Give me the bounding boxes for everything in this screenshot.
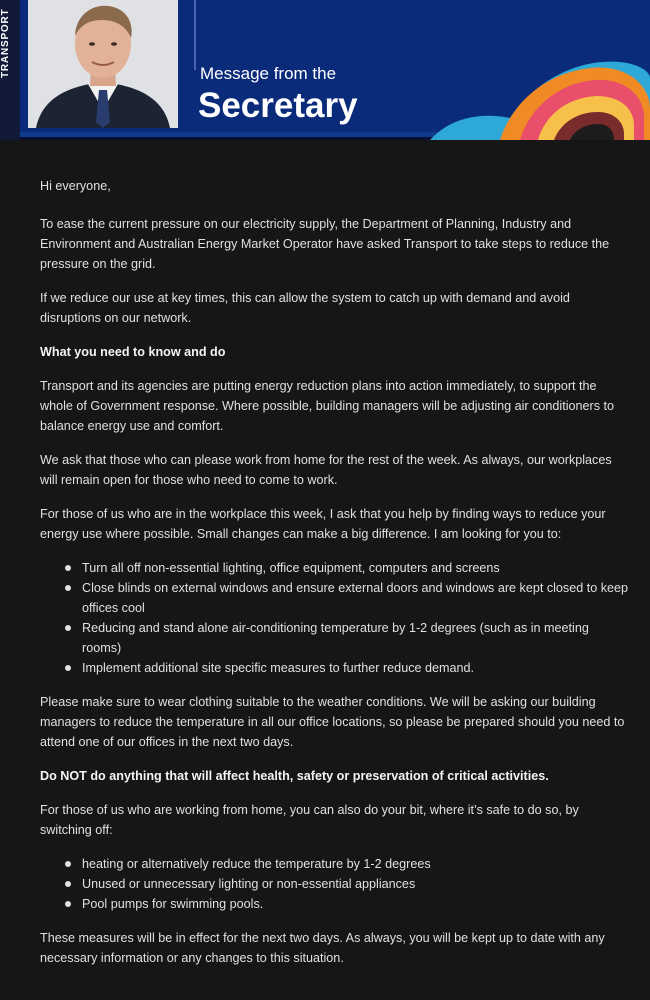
home-actions-list [40,854,630,914]
page-title: Secretary [198,86,358,125]
aboriginal-art-decoration [430,48,650,140]
list-item: Turn all off non-essential lighting, office equipment, computers and screens [82,558,630,578]
list-item: Pool pumps for swimming pools. [82,894,630,914]
workplace-paragraph: For those of us who are in the workplace this week, I ask that you help by finding ways to reduce your energy use where possible. Small changes can make a big difference. I am looking for you to: [40,507,606,541]
workplace-actions-list [40,558,630,678]
greeting: Hi everyone, [40,179,111,193]
work-from-home-paragraph: We ask that those who can please work from home for the rest of the week. As always, our workplaces will remain open for those who need to come to work. [40,453,612,487]
message-body [40,176,630,982]
portrait-illustration [28,0,178,128]
energy-plans-paragraph: Transport and its agencies are putting energy reduction plans into action immediately, to support the whole of Government response. Where possible, building managers will be adjusting air conditioners to balance energy use and comfort. [40,379,615,433]
closing-paragraph: These measures will be in effect for the next two days. As always, you will be kept up to date with any necessary information or any changes to this situation. [40,931,605,965]
transport-label: TRANSPORT [0,8,11,78]
header-banner [0,0,650,140]
section-heading: What you need to know and do [40,345,226,359]
list-item: Implement additional site specific measures to further reduce demand. [82,658,630,678]
header-divider [194,0,196,70]
header-subtitle: Message from the [200,64,337,83]
demand-paragraph: If we reduce our use at key times, this can allow the system to catch up with demand and avoid disruptions on our network. [40,291,570,325]
home-intro-paragraph: For those of us who are working from home, you can also do your bit, where it’s safe to do so, by switching off: [40,803,579,837]
list-item: Reducing and stand alone air-conditioning temperature by 1-2 degrees (such as in meeting rooms) [82,618,630,658]
list-item: Unused or unnecessary lighting or non-essential appliances [82,874,630,894]
list-item: Close blinds on external windows and ensure external doors and windows are kept closed to keep offices cool [82,578,630,618]
intro-paragraph: To ease the current pressure on our electricity supply, the Department of Planning, Industry and Environment and Australian Energy Market Operator have asked Transport to take steps to reduce the pressure on the grid. [40,217,610,271]
safety-warning: Do NOT do anything that will affect health, safety or preservation of critical activities. [40,769,549,783]
secretary-portrait [28,0,178,128]
list-item: heating or alternatively reduce the temperature by 1-2 degrees [82,854,630,874]
clothing-paragraph: Please make sure to wear clothing suitable to the weather conditions. We will be asking our building managers to reduce the temperature in all our office locations, so please be prepared should you need to attend one of our offices in the next two days. [40,695,625,749]
